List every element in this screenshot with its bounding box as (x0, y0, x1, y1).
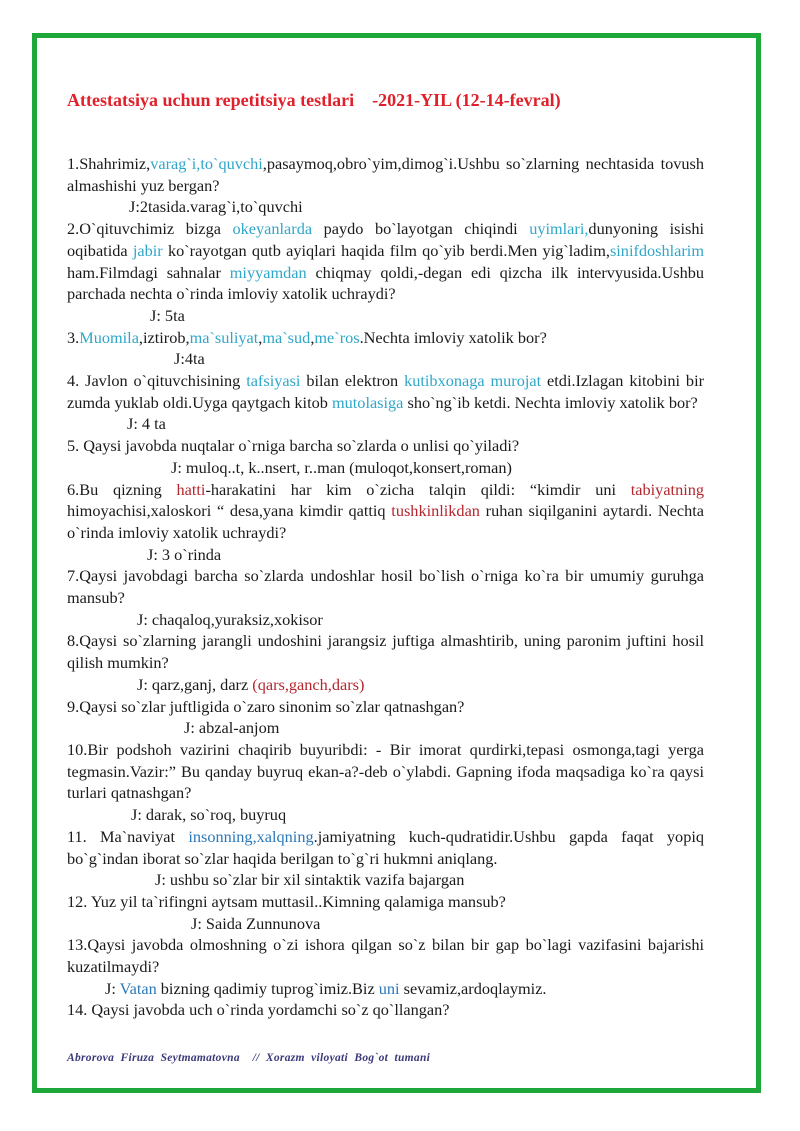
answer-10: J: darak, so`roq, buyruq (131, 805, 287, 825)
question-13: 13.Qaysi javobda olmoshning o`zi ishora qilgan so`z bilan bir gap bo`lagi vazifasini bajarishi kuzatilmaydi? (67, 935, 704, 977)
question-9: 9.Qaysi so`zlar juftligida o`zaro sinonim so`zlar qatnashgan? (67, 696, 465, 716)
answer-8: J: qarz,ganj, darz (qars,ganch,dars) (137, 674, 365, 694)
answer-13: J: Vatan bizning qadimiy tuprog`imiz.Biz uni sevamiz,ardoqlaymiz. (105, 978, 547, 998)
question-4: 4. Javlon o`qituvchisining tafsiyasi bilan elektron kutibxonaga murojat etdi.Izlagan kitobini bir zumda yuklab oldi.Uyga qaytgach kitob mutolasiga sho`ng`ib ketdi. Nechta imloviy xatolik bor? (67, 371, 705, 412)
question-2: 2.O`qituvchimiz bizga okeyanlarda paydo bo`layotgan chiqindi uyimlari,dunyoning isishi oqibatida jabir ko`rayotgan qutb ayiqlari haqida film qo`yib berdi.Men yig`ladim,sinifdoshlarim ham.Filmdagi sahnalar miyyamdan chiqmay qoldi,-degan edi qizcha ilk intervyusida.Ushbu parchada nechta o`rinda imloviy xatolik uchraydi? (67, 219, 705, 304)
question-1: 1.Shahrimiz,varag`i,to`quvchi,pasaymoq,obro`yim,dimog`i.Ushbu so`zlarning nechtasida tovush almashishi yuz bergan? (67, 154, 704, 195)
question-14: 14. Qaysi javobda uch o`rinda yordamchi so`z qo`llangan? (67, 1000, 450, 1020)
answer-11: J: ushbu so`zlar bir xil sintaktik vazifa bajargan (155, 870, 465, 890)
answer-5: J: muloq..t, k..nsert, r..man (muloqot,konsert,roman) (171, 457, 512, 477)
question-10: 10.Bir podshoh vazirini chaqirib buyuribdi: - Bir imorat qurdirki,tepasi osmonga,tagi yerga tegmasin.Vazir:” Bu qanday buyruq ekan-a?-deb o`ylabdi. Gapning ifoda maqsadiga ko`ra qaysi turlari qatnashgan? (67, 739, 704, 803)
question-6: 6.Bu qizning hatti-harakatini har kim o`zicha talqin qildi: “kimdir uni tabiyatning himoyachisi,xaloskori “ desa,yana kimdir qattiq tushkinlikdan ruhan siqilganini aytardi. Nechta o`rinda imloviy xatolik uchraydi? (67, 479, 705, 542)
question-7: 7.Qaysi javobdagi barcha so`zlarda undoshlar hosil bo`lish o`rniga ko`ra bir umumiy guruhga mansub? (67, 566, 704, 608)
page-title (67, 90, 561, 111)
answer-12: J: Saida Zunnunova (191, 913, 321, 933)
answer-6: J: 3 o`rinda (147, 544, 222, 564)
answer-9: J: abzal-anjom (184, 718, 280, 738)
answer-7: J: chaqaloq,yuraksiz,xokisor (137, 609, 323, 629)
answer-3: J:4ta (174, 349, 205, 369)
question-8: 8.Qaysi so`zlarning jarangli undoshini jarangsiz juftiga almashtirib, uning paronim juftini hosil qilish mumkin? (67, 631, 704, 673)
title-year: -2021-YIL (12-14-fevral) (372, 90, 561, 110)
question-12: 12. Yuz yil ta`rifingni aytsam muttasil..Kimning qalamiga mansub? (67, 891, 506, 911)
test-content (67, 153, 704, 1021)
answer-4: J: 4 ta (127, 414, 166, 434)
answer-1: J:2tasida.varag`i,to`quvchi (129, 197, 303, 217)
title-main: Attestatsiya uchun repetitsiya testlari (67, 90, 355, 110)
footer-author: Abrorova Firuza Seytmamatovna // Xorazm viloyati Bog`ot tumani (67, 1052, 431, 1064)
question-3: 3.Muomila,iztirob,ma`suliyat,ma`sud,me`ros.Nechta imloviy xatolik bor? (67, 327, 547, 347)
question-11: 11. Ma`naviyat insonning,xalqning.jamiyatning kuch-qudratidir.Ushbu gapda faqat yopiq bo`g`indan iborat so`zlar haqida berilgan to`g`ri hukmni aniqlang. (67, 826, 705, 868)
question-5: 5. Qaysi javobda nuqtalar o`rniga barcha so`zlarda o unlisi qo`yiladi? (67, 436, 520, 456)
answer-2: J: 5ta (150, 305, 185, 325)
